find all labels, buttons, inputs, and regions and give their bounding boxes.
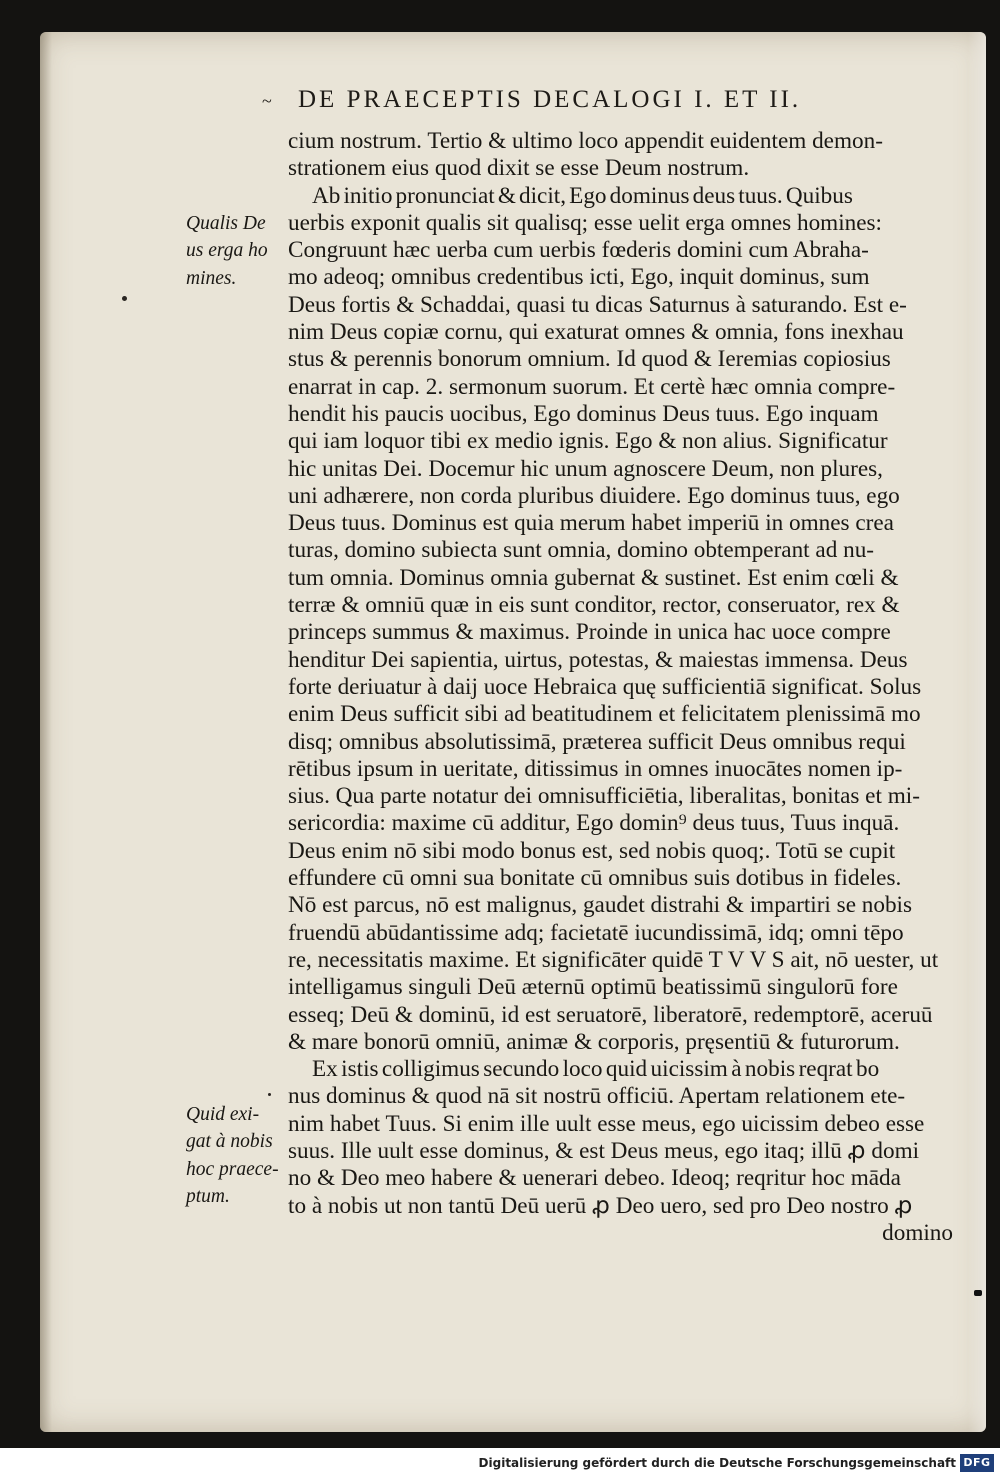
- text-line: henditur Dei sapientia, uirtus, potestas, & maiestas immensa. Deus: [288, 646, 908, 673]
- funding-credit: Digitalisierung gefördert durch die Deutsche Forschungsgemeinschaft: [478, 1456, 956, 1470]
- text-line: Nō est parcus, nō est malignus, gaudet distrahi & impartiri se nobis: [288, 892, 913, 919]
- margin-note-line: mines.: [186, 267, 237, 289]
- text-line: intelligamus singuli Deū æternū optimū beatissimū singulorū fore: [288, 974, 898, 1001]
- text-line: uerbis exponit qualis sit qualisq; esse uelit erga omnes homines:: [288, 209, 882, 236]
- text-line: strationem eius quod dixit se esse Deum nostrum.: [288, 155, 750, 182]
- page-gutter-shadow: [40, 32, 52, 1432]
- margin-note-line: ptum.: [186, 1185, 230, 1207]
- margin-note-qualis: [186, 210, 290, 292]
- text-line: qui iam loquor tibi ex medio ignis. Ego & non alius. Significatur: [288, 428, 888, 455]
- text-line: disq; omnibus absolutissimā, prætereа sufficit Deus omnibus requi: [288, 728, 906, 755]
- text-line: & mare bonorū omniū, animæ & corporis, pręsentiū & futurorum.: [288, 1028, 900, 1055]
- body-text: [288, 128, 953, 1247]
- text-line: stus & perennis bonorum omnium. Id quod & Ieremias copiosius: [288, 346, 891, 373]
- credit-bar: [0, 1448, 1000, 1480]
- text-line: effundere cū omni sua bonitate cū omnibus suis dotibus in fideles.: [288, 865, 902, 892]
- text-line: mo adeoq; omnibus credentibus icti, Ego, inquit dominus, sum: [288, 264, 870, 291]
- margin-note-quid: [186, 1101, 290, 1210]
- margin-note-line: gat à nobis: [186, 1131, 273, 1153]
- page-edge-mark: [974, 1290, 982, 1296]
- running-head-title: DE PRAECEPTIS DECALOGI I. ET II.: [298, 86, 802, 113]
- text-line: forte deriuatur à daij uoce Hebraica quę sufficientiā significat. Solus: [288, 673, 922, 700]
- text-line: rētibus ipsum in ueritate, ditissimus in omnes inuocātes nomen ip-: [288, 755, 903, 782]
- text-line: sericordia: maxime cū additur, Ego domin⁹ deus tuus, Tuus inquā.: [288, 810, 900, 837]
- text-line: Congruunt hæc uerba cum uerbis fœderis domini cum Abraha-: [288, 237, 869, 264]
- margin-note-line: Quid exi-: [186, 1104, 260, 1125]
- text-line: suus. Ille uult esse dominus, & est Deus meus, ego itaq; illū ꝓ domi: [288, 1137, 920, 1164]
- text-line: tum omnia. Dominus omnia gubernat & sustinet. Est enim cœli &: [288, 564, 899, 591]
- text-line: enim Deus sufficit sibi ad beatitudinem et felicitatem plenissimā mo: [288, 701, 921, 728]
- text-line: nim Deus copiæ cornu, qui exaturat omnes & omnia, fons inexhau: [288, 319, 904, 346]
- text-line: domino: [882, 1219, 953, 1246]
- page-edge-highlight: [968, 32, 986, 1432]
- running-head: [262, 86, 902, 114]
- text-line: nus dominus & quod nā sit nostrū officiū. Apertam relationem ete-: [288, 1083, 906, 1110]
- text-line: hic unitas Dei. Docemur hic unum agnoscere Deum, non plures,: [288, 455, 883, 482]
- margin-note-line: hoc praece-: [186, 1158, 279, 1180]
- running-head-mark: ~: [262, 91, 275, 111]
- text-line: no & Deo meo habere & uenerari debeo. Ideoq; reqritur hoc māda: [288, 1165, 901, 1192]
- margin-note-line: Qualis De: [186, 213, 266, 234]
- text-line: terræ & omniū quæ in eis sunt conditor, rector, conseruator, rex &: [288, 592, 900, 619]
- text-line: Deus enim nō sibi modo bonus est, sed nobis quoq;. Totū se cupit: [288, 837, 896, 864]
- text-line: Ab initio pronunciat & dicit, Ego dominus deus tuus. Quibus: [312, 182, 853, 209]
- margin-note-line: us erga ho: [186, 240, 268, 262]
- text-line: sius. Qua parte notatur dei omnisufficiētia, liberalitas, bonitas et mi-: [288, 783, 920, 810]
- text-line: Ex istis colligimus secundo loco quid uicissim à nobis reqrat bo: [312, 1056, 880, 1083]
- text-line: esseq; Deū & dominū, id est seruatorē, liberatorē, redemptorē, aceruū: [288, 1001, 933, 1028]
- text-line: turas, domino subiecta sunt omnia, domino obtemperant ad nu-: [288, 537, 875, 564]
- text-line: Deus tuus. Dominus est quia merum habet imperiū in omnes crea: [288, 510, 894, 537]
- text-line: to à nobis ut non tantū Deū uerū ꝓ Deo uero, sed pro Deo nostro ꝓ: [288, 1192, 913, 1219]
- text-line: re, necessitatis maxime. Et significāter quidē T V V S ait, nō uester, ut: [288, 946, 939, 973]
- text-line: cium nostrum. Tertio & ultimo loco appendit euidentem demon-: [288, 128, 883, 154]
- text-line: hendit his paucis uocibus, Ego dominus Deus tuus. Ego inquam: [288, 400, 879, 427]
- text-line: nim habet Tuus. Si enim ille uult esse meus, ego uicissim debeo esse: [288, 1110, 925, 1137]
- text-line: Deus fortis & Schaddai, quasi tu dicas Saturnus à saturando. Est e-: [288, 291, 907, 318]
- text-line: uni adhærere, non corda pluribus diuidere. Ego dominus tuus, ego: [288, 482, 900, 509]
- ink-speck: [122, 296, 127, 301]
- dfg-logo: DFG: [960, 1454, 994, 1472]
- ink-speck: [268, 1093, 271, 1096]
- text-line: enarrat in cap. 2. sermonum suorum. Et certè hæc omnia compre-: [288, 373, 896, 400]
- text-line: fruendū abūdantissime adq; facietatē iucundissimā, idq; omni tēpo: [288, 919, 904, 946]
- text-line: princeps summus & maximus. Proinde in unica hac uoce compre: [288, 619, 891, 646]
